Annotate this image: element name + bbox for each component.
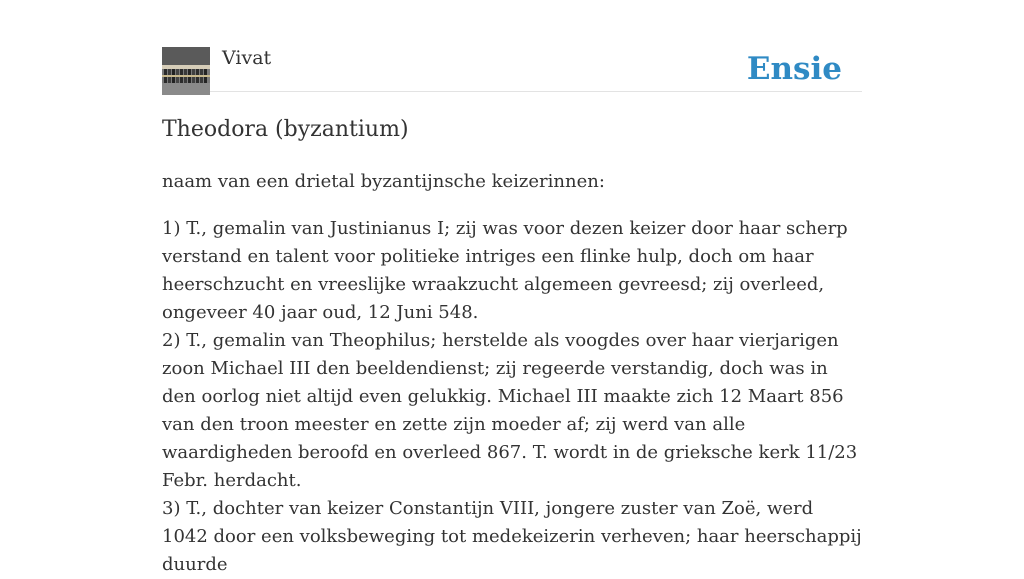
page-title: Theodora (byzantium) bbox=[162, 117, 409, 142]
books-avatar-image bbox=[162, 47, 210, 95]
ensie-logo[interactable]: Ensie bbox=[746, 51, 842, 87]
article-page bbox=[162, 0, 862, 575]
paragraph-2: 2) T., gemalin van Theophilus; herstelde als voogdes over haar vierjarigen zoon Michael III den beeldendienst; zij regeerde verstandig, doch was in den oorlog niet altijd even gelukkig. Michael III maakte zich 12 Maart 856 van den troon meester en zette zijn moeder af; zij werd van alle waardigheden beroofd en overleed 867. T. wordt in de grieksche kerk 11/23 Febr. herdacht. bbox=[162, 330, 858, 491]
paragraph-1: 1) T., gemalin van Justinianus I; zij was voor dezen keizer door haar scherp verstand en talent voor politieke intriges een flinke hulp, doch om haar heerschzucht en vreeslijke wraakzucht algemeen gevreesd; zij overleed, ongeveer 40 jaar oud, 12 Juni 548. bbox=[162, 218, 848, 323]
paragraph-3: 3) T., dochter van keizer Constantijn VIII, jongere zuster van Zoë, werd 1042 door een volksbeweging tot medekeizerin verheven; haar heerschappij duurde bbox=[162, 498, 862, 575]
article-body bbox=[162, 215, 862, 579]
author-avatar[interactable] bbox=[162, 47, 210, 95]
article-intro: naam van een drietal byzantijnsche keizerinnen: bbox=[162, 171, 605, 192]
article-header bbox=[162, 0, 862, 92]
author-name[interactable]: Vivat bbox=[222, 47, 272, 69]
